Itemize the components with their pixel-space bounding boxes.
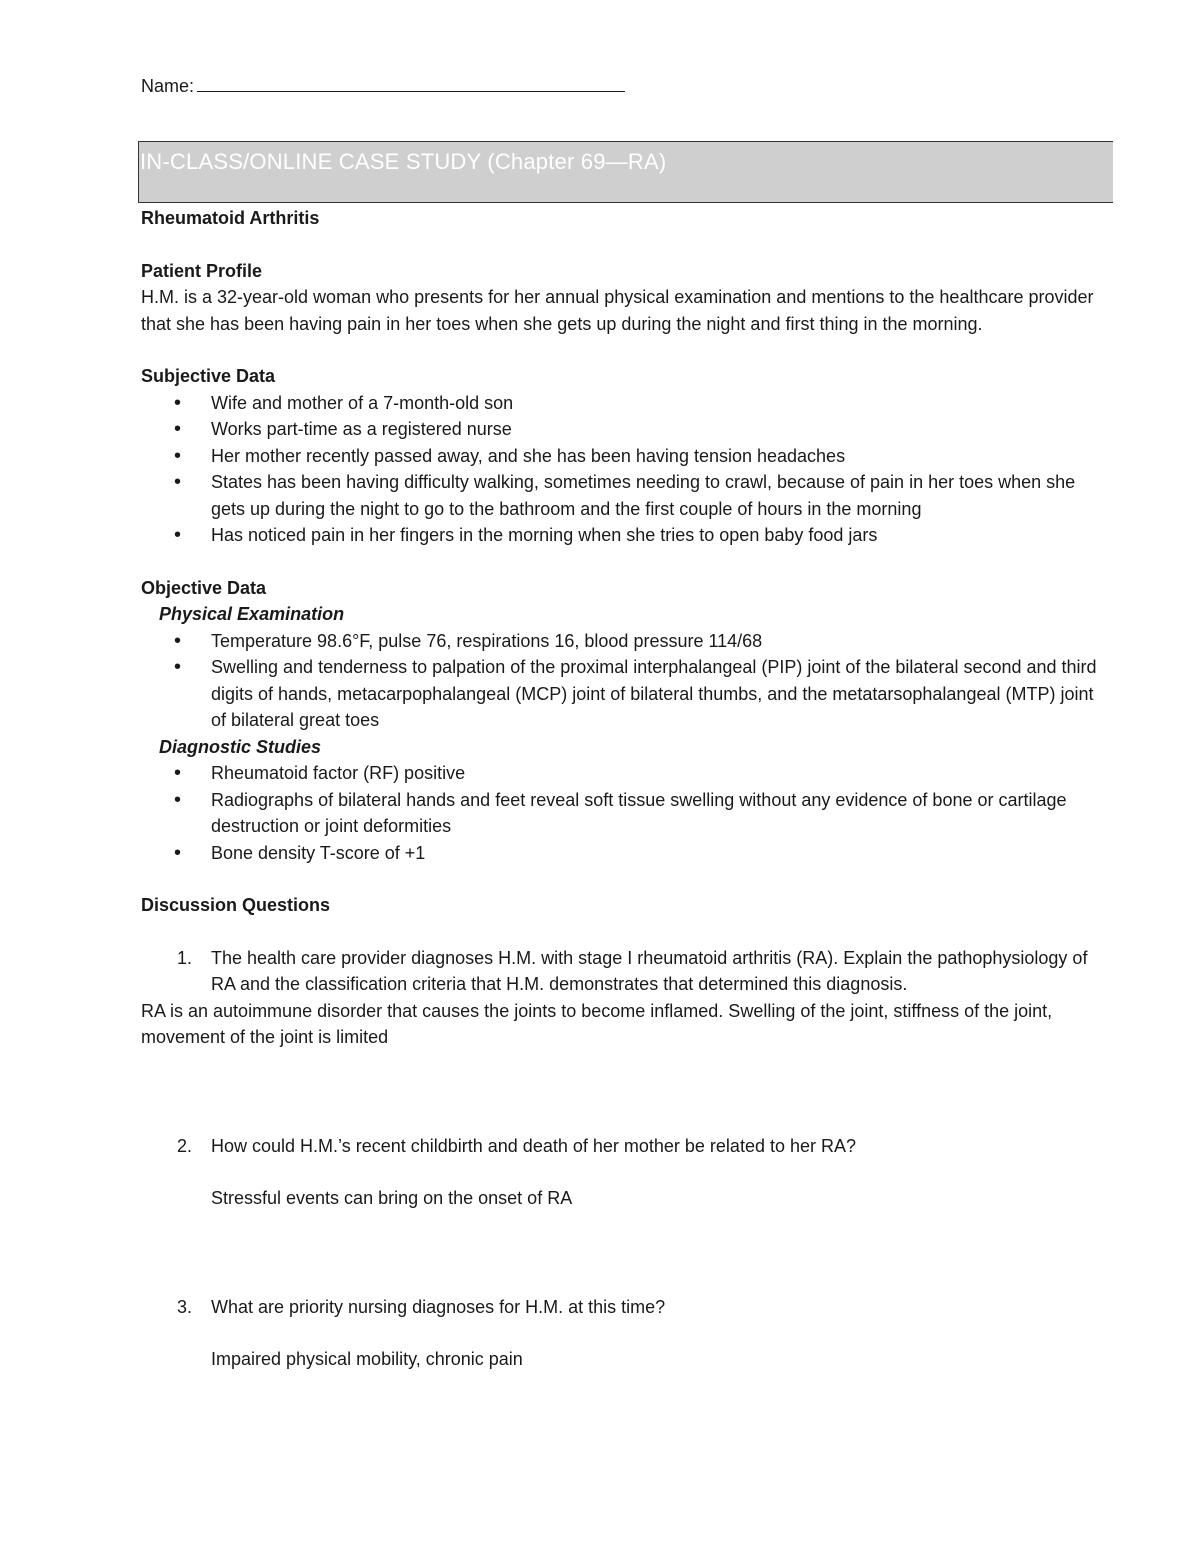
list-item: • Radiographs of bilateral hands and feet reveal soft tissue swelling without any evidence of bone or cartilage destruction or joint deformities: [141, 787, 1113, 840]
discussion-questions: [141, 1294, 1113, 1321]
list-item: • States has been having difficulty walking, sometimes needing to crawl, because of pain in her toes when she gets up during the night to go to the bathroom and the first couple of hours in the morning: [141, 469, 1113, 522]
list-item: • Temperature 98.6°F, pulse 76, respirations 16, blood pressure 114/68: [141, 628, 1113, 655]
list-item: • Bone density T-score of +1: [141, 840, 1113, 867]
question-number: 2.: [177, 1135, 193, 1156]
discussion-questions: [141, 1133, 1113, 1160]
physical-exam-list: [141, 628, 1113, 734]
title-banner: [138, 141, 1113, 203]
question-text: What are priority nursing diagnoses for H.M. at this time?: [211, 1296, 666, 1317]
question-number: 1.: [177, 947, 193, 968]
banner-title: IN-CLASS/ONLINE CASE STUDY (Chapter 69—RA): [140, 149, 667, 174]
name-blank-line[interactable]: [197, 77, 625, 92]
list-item: • Swelling and tenderness to palpation of the proximal interphalangeal (PIP) joint of the bilateral second and third digits of hands, metacarpophalangeal (MCP) joint of bilateral thumbs, and the metatarsophalangeal (MTP) joint of bilateral great toes: [141, 654, 1113, 734]
document-body: [141, 205, 1113, 1373]
topic-heading: Rheumatoid Arthritis: [141, 208, 320, 228]
patient-profile-heading: Patient Profile: [141, 260, 263, 281]
list-item: • Rheumatoid factor (RF) positive: [141, 760, 1113, 787]
subjective-list: [141, 390, 1113, 549]
name-field-row: [141, 73, 625, 100]
question-text: How could H.M.’s recent childbirth and death of her mother be related to her RA?: [211, 1135, 857, 1156]
question-number: 3.: [177, 1296, 193, 1317]
objective-heading: Objective Data: [141, 577, 267, 598]
question-item: [141, 1294, 1113, 1321]
discussion-questions: [141, 945, 1113, 998]
question-text: The health care provider diagnoses H.M. with stage I rheumatoid arthritis (RA). Explain the pathophysiology of RA and the classification criteria that H.M. demonstrates that determined this diagnosis.: [211, 947, 1088, 994]
patient-profile-text: H.M. is a 32-year-old woman who presents for her annual physical examination and mentions to the healthcare provider that she has been having pain in her toes when she gets up during the night and first thing in the morning.: [141, 287, 1094, 334]
subjective-heading: Subjective Data: [141, 366, 276, 386]
physical-exam-heading: Physical Examination: [159, 604, 345, 624]
discussion-heading: Discussion Questions: [141, 895, 331, 915]
answer-text[interactable]: Stressful events can bring on the onset of RA: [211, 1188, 573, 1208]
list-item: • Wife and mother of a 7-month-old son: [141, 390, 1113, 417]
answer-text[interactable]: RA is an autoimmune disorder that causes the joints to become inflamed. Swelling of the joint, stiffness of the joint, movement of the joint is limited: [141, 1000, 1053, 1047]
diagnostic-studies-heading: Diagnostic Studies: [159, 736, 322, 757]
list-item: • Her mother recently passed away, and she has been having tension headaches: [141, 443, 1113, 470]
answer-text[interactable]: Impaired physical mobility, chronic pain: [211, 1349, 523, 1369]
diagnostic-studies-list: [141, 760, 1113, 866]
name-label: Name:: [141, 76, 195, 96]
list-item: • Has noticed pain in her fingers in the morning when she tries to open baby food jars: [141, 522, 1113, 549]
question-item: [141, 945, 1113, 998]
list-item: • Works part-time as a registered nurse: [141, 416, 1113, 443]
question-item: [141, 1133, 1113, 1160]
